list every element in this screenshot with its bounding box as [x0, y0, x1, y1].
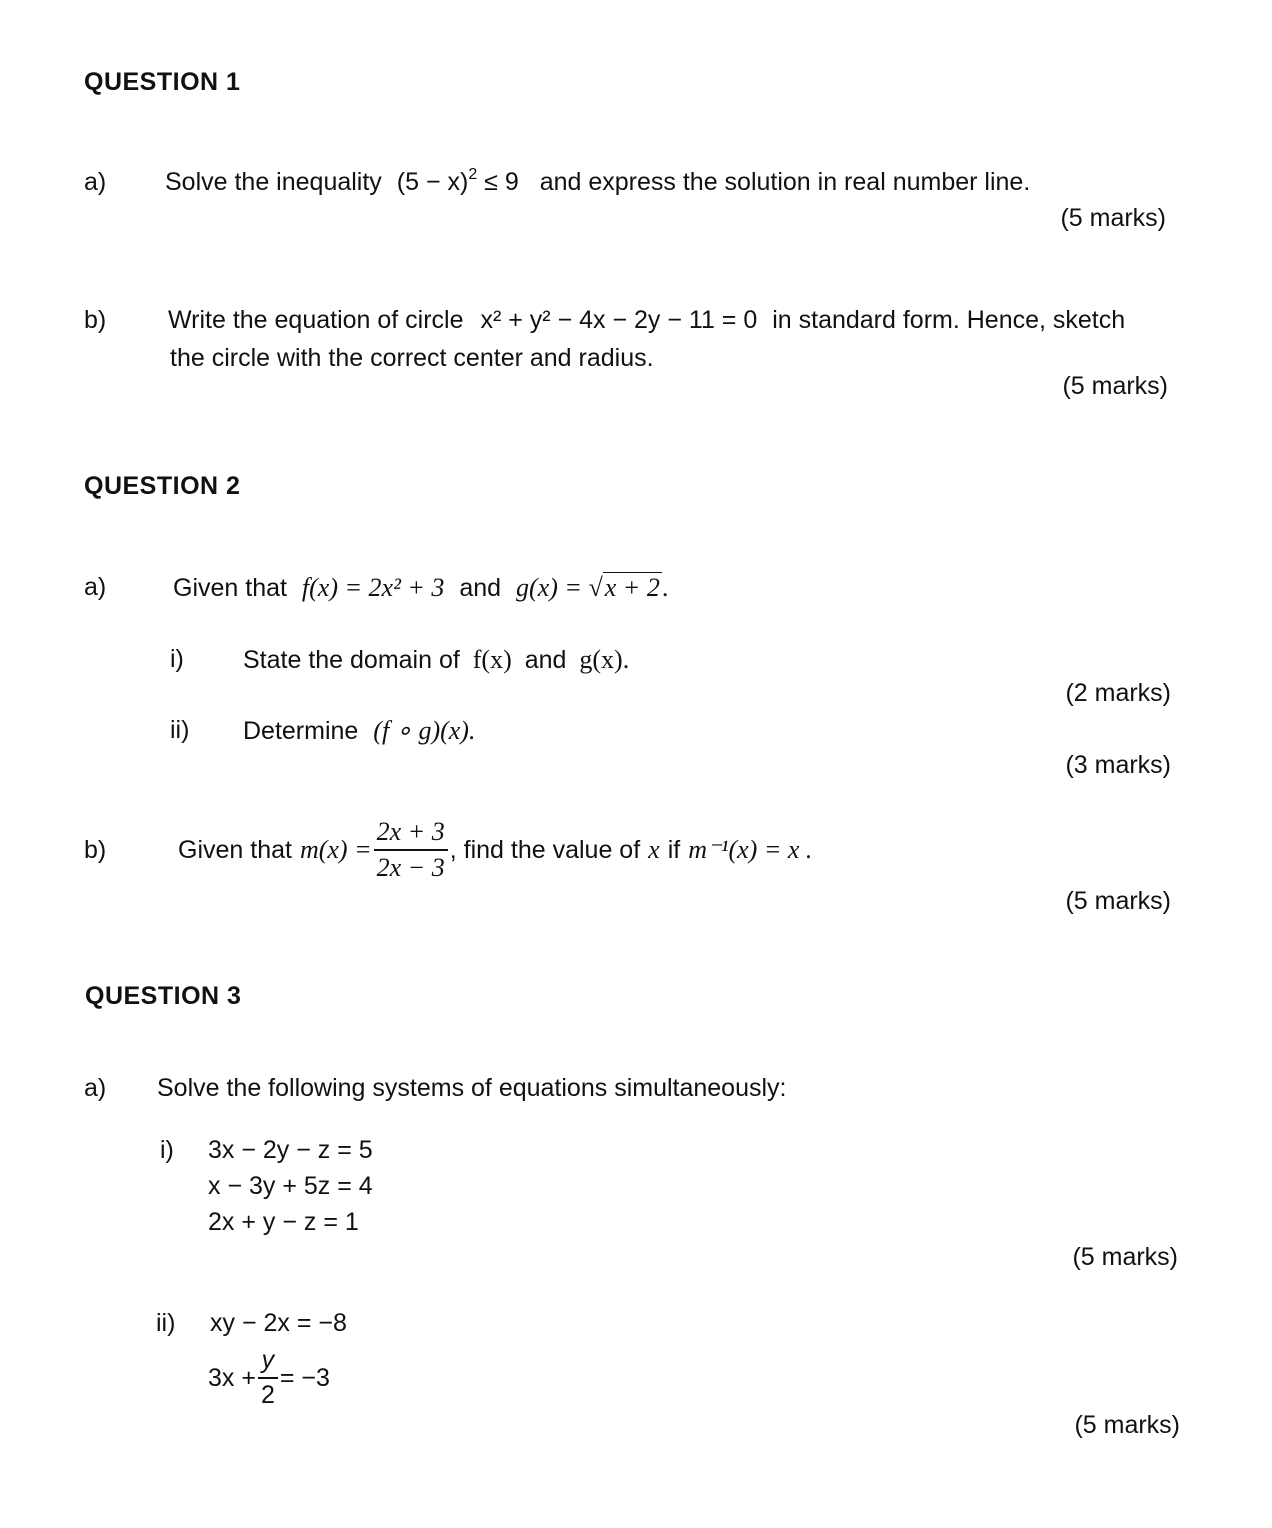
q3ai-eq2: x − 3y + 5z = 4 [208, 1172, 373, 1200]
q3ai-eq3: 2x + y − z = 1 [208, 1208, 359, 1236]
q2b-marks: (5 marks) [1065, 887, 1171, 915]
q2aii-label: ii) [170, 716, 190, 744]
q2ai-text: State the domain of [243, 646, 460, 674]
q1a-marks: (5 marks) [1060, 204, 1166, 232]
q2aii-marks: (3 marks) [1065, 751, 1171, 779]
q2b-question [178, 815, 812, 885]
q1b-marks: (5 marks) [1062, 372, 1168, 400]
q2b-label: b) [84, 836, 107, 864]
sqrt-sign [588, 573, 661, 603]
question-3-heading: QUESTION 3 [85, 982, 242, 1010]
q2aii-math: (f ∘ g)(x). [373, 716, 476, 745]
q3aii-eq2 [208, 1346, 330, 1409]
q2ai-and: and [524, 646, 567, 674]
q3ai-eq1: 3x − 2y − z = 5 [208, 1136, 373, 1164]
q3aii-label: ii) [156, 1309, 176, 1337]
q3aii-numerator: y [261, 1346, 275, 1375]
q2b-condition: m⁻¹(x) = x . [688, 835, 813, 864]
q2b-denominator: 2x − 3 [376, 852, 445, 882]
question-1-heading: QUESTION 1 [84, 68, 241, 96]
q1a-math-base: (5 − x) [396, 168, 469, 196]
q2b-if: if [667, 835, 681, 864]
q3a-label: a) [84, 1074, 107, 1102]
q2a-g-definition [516, 573, 662, 602]
q1b-line2: the circle with the correct center and radius. [170, 344, 654, 372]
q3aii-marks: (5 marks) [1074, 1411, 1180, 1439]
q1b-math: x² + y² − 4x − 2y − 11 = 0 [480, 306, 758, 334]
q2a-and: and [459, 574, 502, 602]
q1b-text-before: Write the equation of circle [168, 306, 464, 334]
q2b-m-lhs: m(x) = [299, 835, 372, 864]
q3aii-eq2-rhs: = −3 [279, 1363, 330, 1392]
q1a-text-after: and express the solution in real number line. [539, 168, 1031, 196]
q1b-text-after: in standard form. Hence, sketch [772, 306, 1126, 334]
q1b-question [168, 306, 1125, 335]
q1a-math [397, 168, 519, 196]
q2b-numerator: 2x + 3 [376, 817, 445, 847]
q2b-fraction [374, 817, 448, 883]
q3ai-marks: (5 marks) [1072, 1243, 1178, 1271]
q1a-question [165, 168, 1030, 197]
q2aii-question [243, 716, 475, 746]
q3aii-fraction [258, 1346, 278, 1410]
q1a-text-before: Solve the inequality [165, 168, 382, 196]
q2a-g-lhs: g(x) = [516, 573, 589, 602]
q2ai-label: i) [170, 645, 184, 673]
q2a-label: a) [84, 573, 107, 601]
q2b-x: x [648, 835, 660, 864]
q3a-text: Solve the following systems of equations simultaneously: [157, 1074, 787, 1102]
question-2-heading: QUESTION 2 [84, 472, 241, 500]
q2ai-marks: (2 marks) [1065, 679, 1171, 707]
q2ai-question [243, 645, 629, 675]
q2a-end: . [661, 573, 669, 602]
q1a-math-after: ≤ 9 [477, 168, 519, 196]
q3aii-eq2-lhs: 3x + [208, 1363, 256, 1392]
q2a-f-definition: f(x) = 2x² + 3 [301, 573, 445, 602]
q1b-label: b) [84, 306, 107, 334]
q2ai-f: f(x) [472, 645, 512, 674]
radical-symbol-icon: √ [588, 573, 603, 602]
q2a-g-radicand: x + 2 [604, 573, 660, 602]
q3ai-label: i) [160, 1136, 174, 1164]
q3aii-denominator: 2 [260, 1380, 275, 1409]
q1a-label: a) [84, 168, 107, 196]
q3aii-eq1: xy − 2x = −8 [210, 1309, 347, 1337]
q2ai-g: g(x). [579, 645, 630, 674]
q2b-text-mid: , find the value of [449, 835, 641, 864]
q2a-question [173, 573, 668, 603]
q1a-math-sup: 2 [468, 166, 478, 183]
q2b-text-before: Given that [178, 835, 292, 864]
q2aii-text: Determine [243, 717, 359, 745]
q2a-text-before: Given that [173, 574, 287, 602]
